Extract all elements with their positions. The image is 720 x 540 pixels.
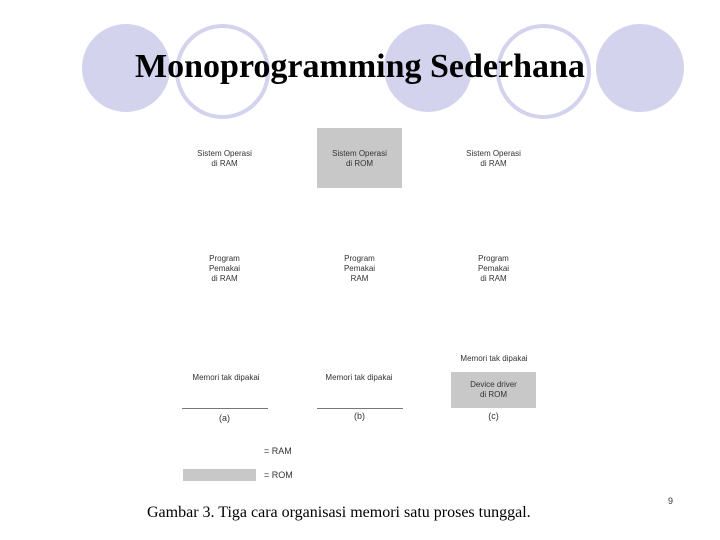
caption-b: (b) [354,411,365,421]
label-c-unused: Memori tak dipakai [460,354,528,363]
baseline-b [317,408,403,409]
baseline-a [182,408,268,409]
legend-rom-swatch [183,469,256,481]
legend-rom-label: = ROM [264,470,293,480]
label-a-unused: Memori tak dipakai [192,373,260,382]
label-b-program: Program Pemakai RAM [343,254,376,283]
label-c-os: Sistem Operasi di RAM [466,149,521,168]
caption-a: (a) [219,413,230,423]
label-b-os: Sistem Operasi di ROM [332,149,387,168]
slide-number: 9 [668,496,674,506]
label-c-program: Program Pemakai di RAM [477,254,510,283]
figure-caption: Gambar 3. Tiga cara organisasi memori satu proses tunggal. [147,504,531,521]
legend-ram-swatch [183,444,256,457]
caption-c: (c) [488,411,499,421]
label-c-driver: Device driver di ROM [470,380,517,399]
slide-title: Monoprogramming Sederhana [135,48,585,85]
label-a-program: Program Pemakai di RAM [208,254,241,283]
legend-ram-label: = RAM [264,446,292,456]
label-b-unused: Memori tak dipakai [325,373,393,382]
label-a-os: Sistem Operasi di RAM [197,149,252,168]
